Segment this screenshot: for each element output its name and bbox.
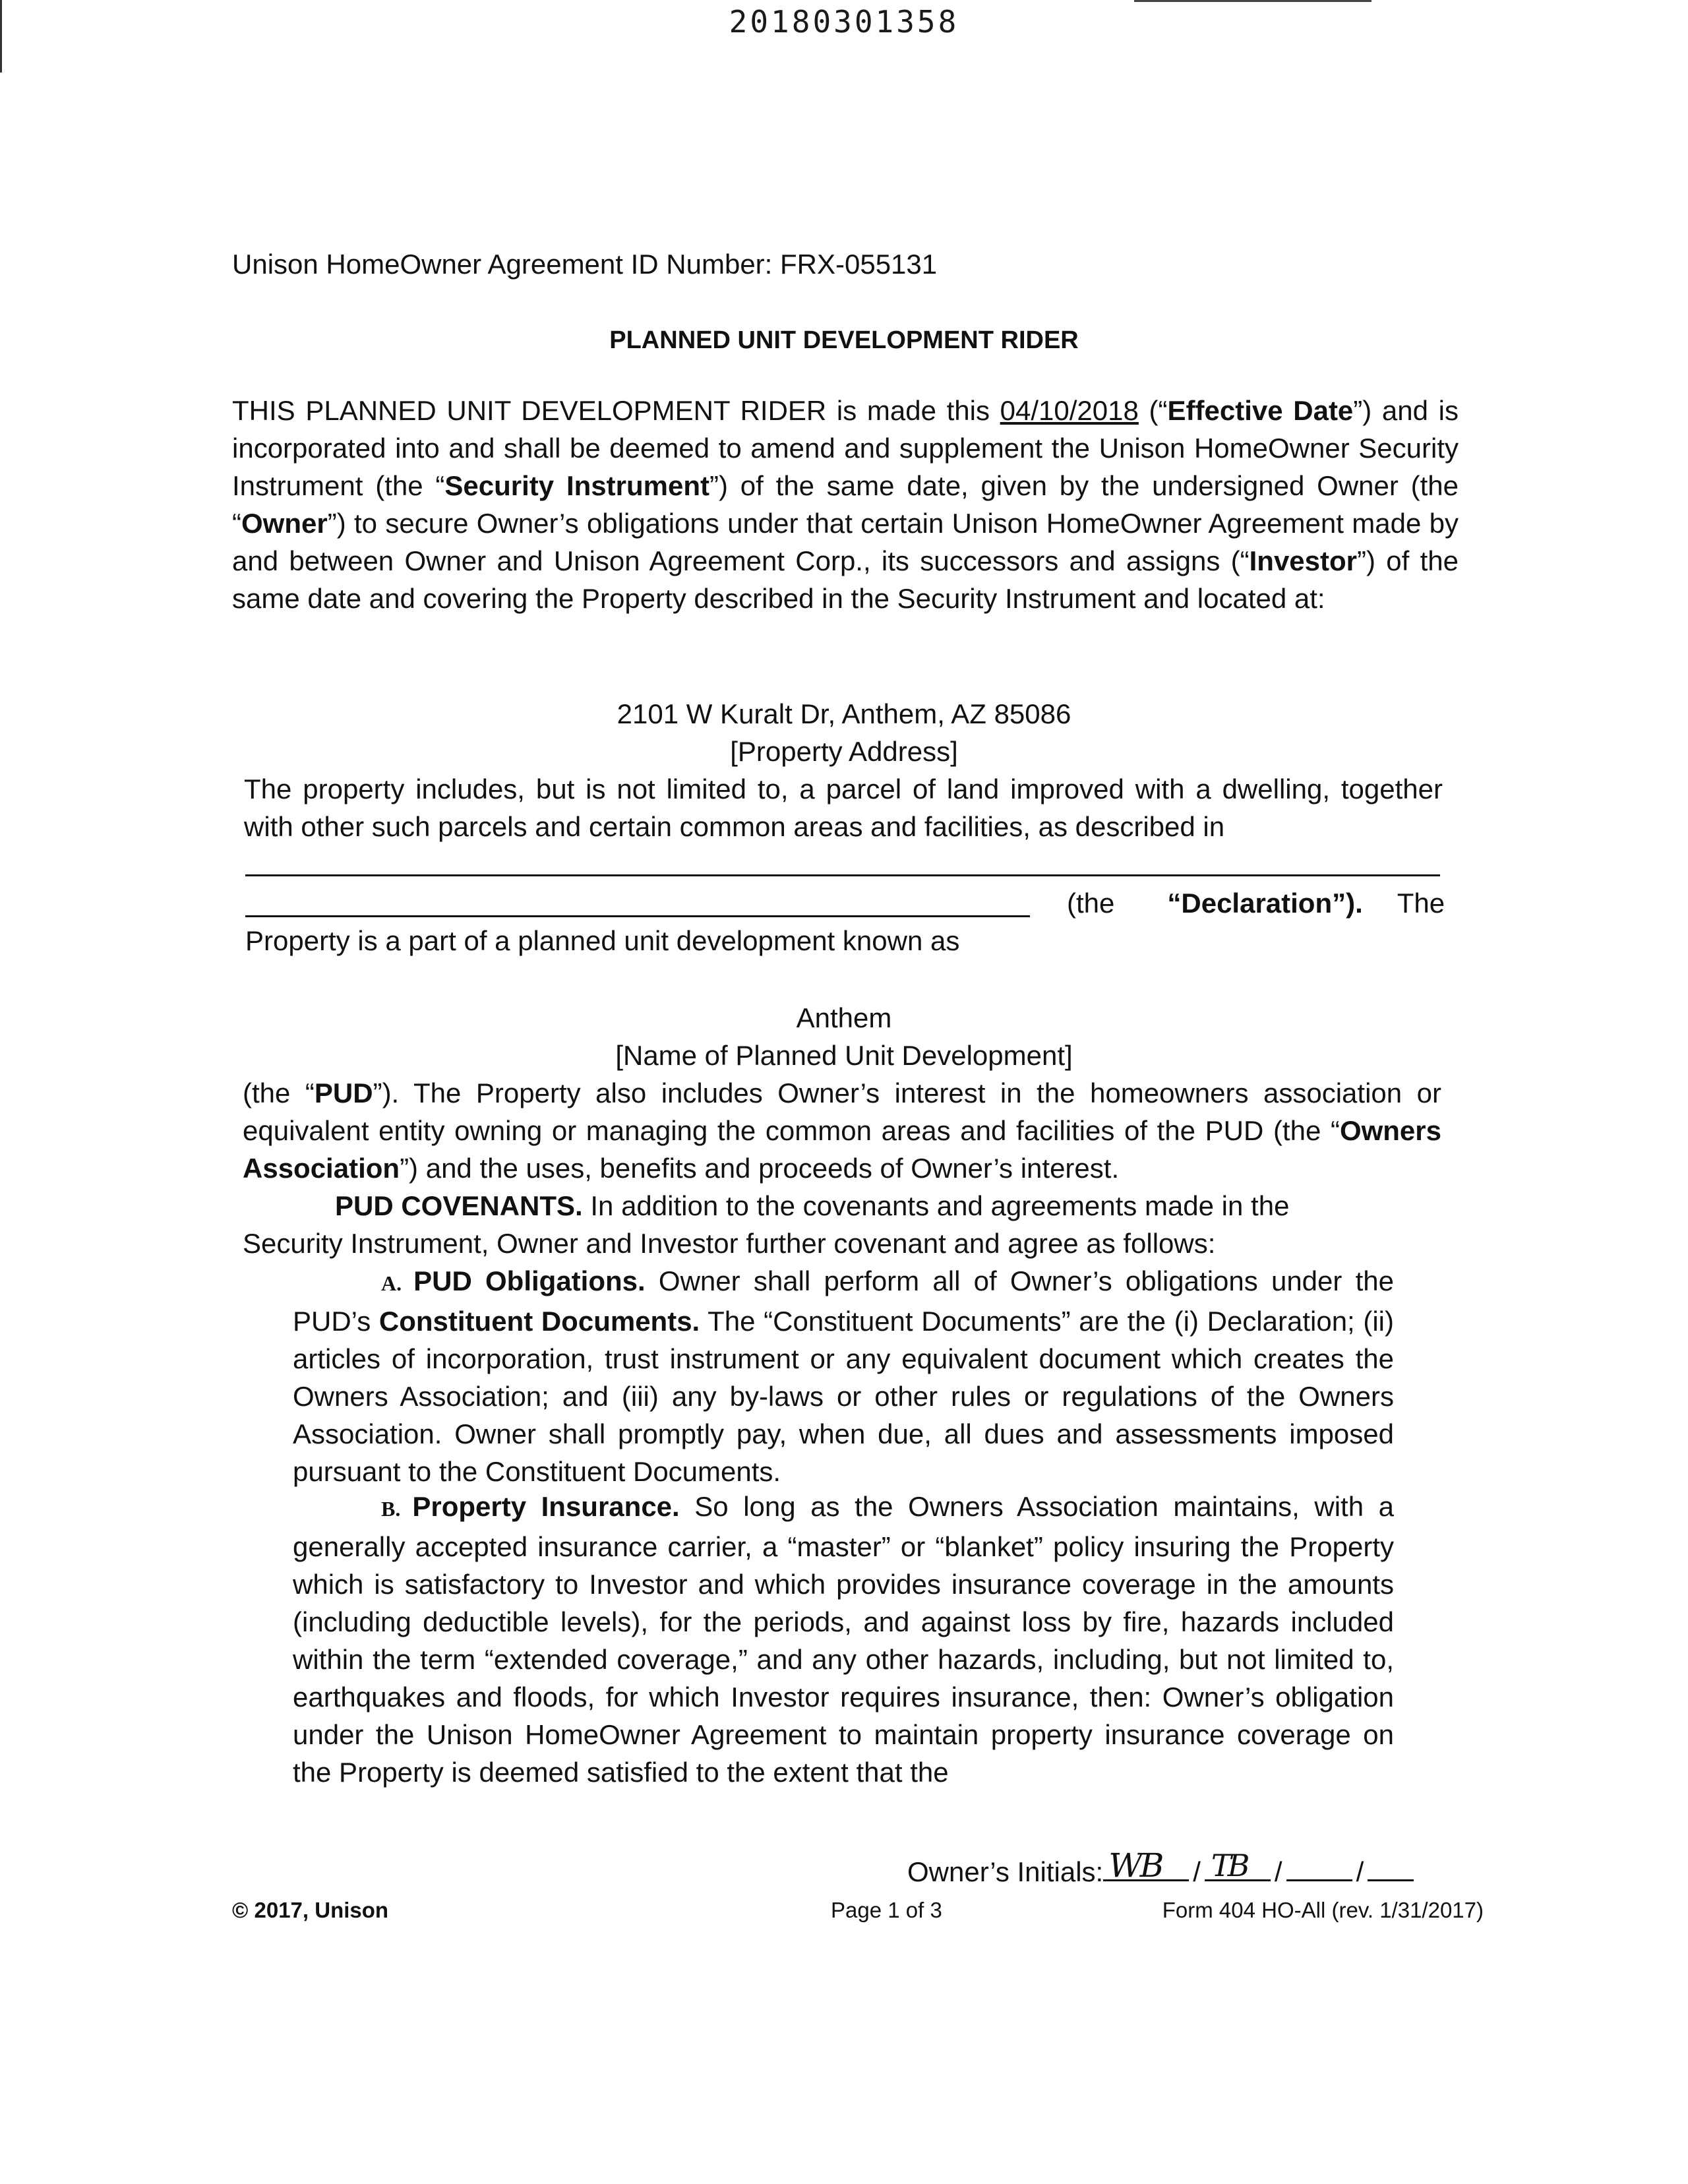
pud-known-as: Property is a part of a planned unit development known as xyxy=(245,925,960,956)
property-address: 2101 W Kuralt Dr, Anthem, AZ 85086 xyxy=(617,698,1071,729)
property-description: The property includes, but is not limited to, a parcel of land improved with a dwelling, together with other such parcels and certain common areas and facilities, as described in xyxy=(244,774,1443,842)
signature-initials-2: TB xyxy=(1211,1848,1246,1883)
property-address-caption: [Property Address] xyxy=(730,736,958,767)
section-a: A. PUD Obligations. Owner shall perform all of Owner’s obligations under the PUD’s Constituent Documents. The “Constituent Documents” are the (i) Declaration; (ii) articles of incorporation, trust instrument or any equivalent document which creates the Owners Association; and (iii) any by-laws or other rules or regulations of the Owners Association. Owner shall promptly pay, when due, all dues and assessments imposed pursuant to the Constituent Documents. xyxy=(293,1265,1395,1487)
pud-name-caption: [Name of Planned Unit Development] xyxy=(615,1040,1073,1071)
initials-slot-2 xyxy=(1205,1848,1271,1883)
footer-form-number: Form 404 HO-All (rev. 1/31/2017) xyxy=(1162,1898,1484,1922)
pud-covenants-heading: PUD COVENANTS. xyxy=(335,1190,583,1221)
pud-paragraph: (the “PUD”). The Property also includes Owner’s interest in the homeowners association or equivalent entity owning or managing the common areas and facilities of the PUD (the “Owners Association”) and the uses, benefits and proceeds of Owner’s interest. xyxy=(243,1077,1441,1184)
section-b: B. Property Insurance. So long as the Owners Association maintains, with a generally accepted insurance carrier, a “master” or “blanket” policy insuring the Property which is satisfactory to Investor and which provides insurance coverage in the amounts (including deductible levels), for the periods, and against loss by fire, hazards included within the term “extended coverage,” and any other hazards, including, but not limited to, earthquakes and floods, for which Investor requires insurance, then: Owner’s obligation under the Unison HomeOwner Agreement to maintain property insurance coverage on the Property is deemed satisfied to the extent that the xyxy=(293,1491,1394,1788)
agreement-id: Unison HomeOwner Agreement ID Number: FRX-055131 xyxy=(232,249,938,280)
footer-page-number: Page 1 of 3 xyxy=(831,1898,942,1922)
recording-number: 20180301358 xyxy=(729,4,959,40)
owner-initials-row: Owner’s Initials: WB / TB / / xyxy=(907,1853,1468,1889)
declaration-blank-line-1 xyxy=(245,874,1440,876)
document-title: PLANNED UNIT DEVELOPMENT RIDER xyxy=(609,326,1079,354)
initials-slot-4 xyxy=(1368,1853,1414,1881)
initials-slot-1 xyxy=(1103,1846,1189,1885)
pud-covenants: PUD COVENANTS. In addition to the covenants and agreements made in the Security Instrument, Owner and Investor further covenant and agree as follows: xyxy=(243,1190,1290,1259)
pud-name: Anthem xyxy=(796,1002,892,1033)
owner-initials-label: Owner’s Initials: xyxy=(907,1856,1104,1887)
effective-date: 04/10/2018 xyxy=(1000,395,1139,426)
footer-copyright: © 2017, Unison xyxy=(232,1898,389,1922)
intro-paragraph: THIS PLANNED UNIT DEVELOPMENT RIDER is made this 04/10/2018 (“Effective Date”) and is incorporated into and shall be deemed to amend and supplement the Unison HomeOwner Security Instrument (the “Security Instrument”) of the same date, given by the undersigned Owner (the “Owner”) to secure Owner’s obligations under that certain Unison HomeOwner Agreement made by and between Owner and Unison Agreement Corp., its successors and assigns (“Investor”) of the same date and covering the Property described in the Security Instrument and located at: xyxy=(232,395,1459,614)
declaration-blank-line-2 xyxy=(245,915,1030,917)
scan-top-rule xyxy=(1134,0,1372,2)
declaration-term-line: (the “Declaration”). The xyxy=(1067,888,1445,919)
initials-slot-3 xyxy=(1286,1853,1352,1881)
signature-initials-1: WB xyxy=(1108,1846,1162,1885)
